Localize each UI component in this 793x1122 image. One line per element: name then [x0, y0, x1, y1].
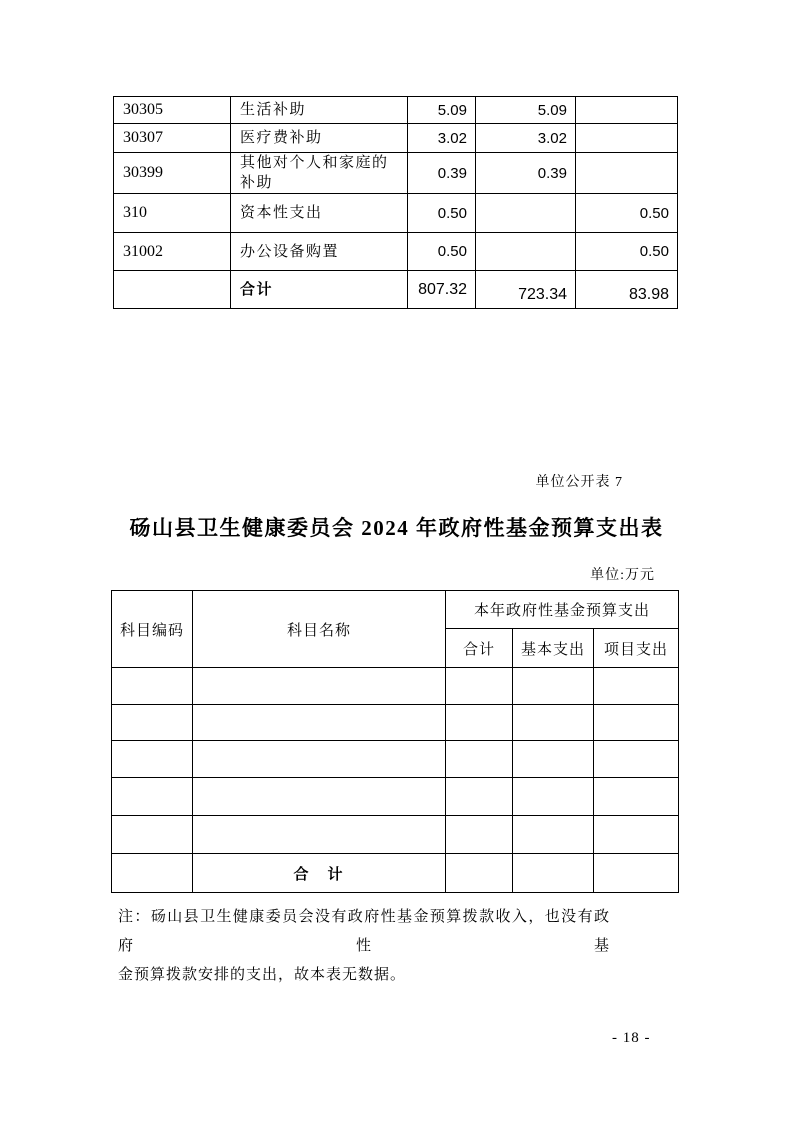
- table-cell: [594, 705, 679, 741]
- table-cell: [594, 816, 679, 854]
- subject-code-cell: 30305: [114, 97, 231, 124]
- total-cell: 0.50: [408, 233, 476, 271]
- subject-code-cell: 30307: [114, 124, 231, 153]
- total-label-cell: 合计: [231, 271, 408, 309]
- table-cell: [193, 741, 446, 778]
- table-cell: [594, 741, 679, 778]
- basic-expense-cell: [476, 233, 576, 271]
- header-subject-code: 科目编码: [112, 591, 193, 668]
- table-cell: [446, 778, 513, 816]
- page-title: 砀山县卫生健康委员会 2024 年政府性基金预算支出表: [129, 516, 664, 540]
- project-expense-cell: [576, 124, 678, 153]
- table-row: [112, 778, 679, 816]
- table-cell: [112, 854, 193, 893]
- table-row: [114, 153, 678, 194]
- table-cell: [513, 778, 594, 816]
- basic-expense-cell: 5.09: [476, 97, 576, 124]
- subject-code-cell: 31002: [114, 233, 231, 271]
- project-expense-cell: [576, 153, 678, 194]
- footer-total-label: 合 计: [193, 854, 446, 893]
- table-cell: [446, 741, 513, 778]
- table-cell: [594, 778, 679, 816]
- subject-name-cell: 医疗费补助: [231, 124, 408, 153]
- subject-name-cell: 其他对个人和家庭的补助: [231, 153, 408, 194]
- header-project-expense: 项目支出: [594, 629, 679, 668]
- note-line-2: 金预算拨款安排的支出，故本表无数据。: [118, 967, 407, 983]
- table-cell: [594, 854, 679, 893]
- table-cell: [513, 668, 594, 705]
- table-cell: [112, 705, 193, 741]
- table-cell: [193, 816, 446, 854]
- header-total: 合计: [446, 629, 513, 668]
- continued-expenditure-table: [113, 96, 678, 309]
- project-expense-cell: 0.50: [576, 233, 678, 271]
- subject-name-cell: 生活补助: [231, 97, 408, 124]
- table-cell: [513, 854, 594, 893]
- table-cell: [594, 668, 679, 705]
- table-cell: [112, 668, 193, 705]
- subject-code-cell: [114, 271, 231, 309]
- total-cell: 0.50: [408, 194, 476, 233]
- table-cell: [112, 741, 193, 778]
- header-subject-name: 科目名称: [193, 591, 446, 668]
- table-cell: [446, 816, 513, 854]
- subject-name-cell: 资本性支出: [231, 194, 408, 233]
- table-cell: [513, 816, 594, 854]
- table-cell: [446, 668, 513, 705]
- table-cell: [193, 668, 446, 705]
- table-row: [114, 97, 678, 124]
- header-basic-expense: 基本支出: [513, 629, 594, 668]
- header-row: [112, 591, 679, 629]
- table-cell: [513, 741, 594, 778]
- total-cell: 0.39: [408, 153, 476, 194]
- footer-total-row: [112, 854, 679, 893]
- subject-code-cell: 310: [114, 194, 231, 233]
- basic-expense-cell: 723.34: [476, 271, 576, 309]
- table-cell: [112, 778, 193, 816]
- basic-expense-cell: 0.39: [476, 153, 576, 194]
- project-expense-cell: 0.50: [576, 194, 678, 233]
- header-group: 本年政府性基金预算支出: [446, 591, 679, 629]
- total-cell: 807.32: [408, 271, 476, 309]
- project-expense-cell: 83.98: [576, 271, 678, 309]
- table-cell: [193, 778, 446, 816]
- project-expense-cell: [576, 97, 678, 124]
- table-row: [112, 668, 679, 705]
- note-line-1: 注：砀山县卫生健康委员会没有政府性基金预算拨款收入，也没有政府性基: [118, 909, 610, 954]
- total-cell: 3.02: [408, 124, 476, 153]
- table-row: [112, 816, 679, 854]
- subject-code-cell: 30399: [114, 153, 231, 194]
- unit-label: 单位:万元: [590, 568, 655, 583]
- subject-name-cell: 办公设备购置: [231, 233, 408, 271]
- table-cell: [446, 854, 513, 893]
- total-cell: 5.09: [408, 97, 476, 124]
- table-row: [112, 741, 679, 778]
- table-row: [114, 124, 678, 153]
- table-cell: [112, 816, 193, 854]
- table-row: [112, 705, 679, 741]
- fund-budget-table: [111, 590, 679, 893]
- table-cell: [513, 705, 594, 741]
- note-text: [118, 903, 610, 990]
- sheet-label: 单位公开表 7: [535, 475, 623, 490]
- table-row: [114, 194, 678, 233]
- table-cell: [446, 705, 513, 741]
- table-row: [114, 233, 678, 271]
- basic-expense-cell: 3.02: [476, 124, 576, 153]
- basic-expense-cell: [476, 194, 576, 233]
- page-number: - 18 -: [612, 1030, 651, 1046]
- total-row: [114, 271, 678, 309]
- table-cell: [193, 705, 446, 741]
